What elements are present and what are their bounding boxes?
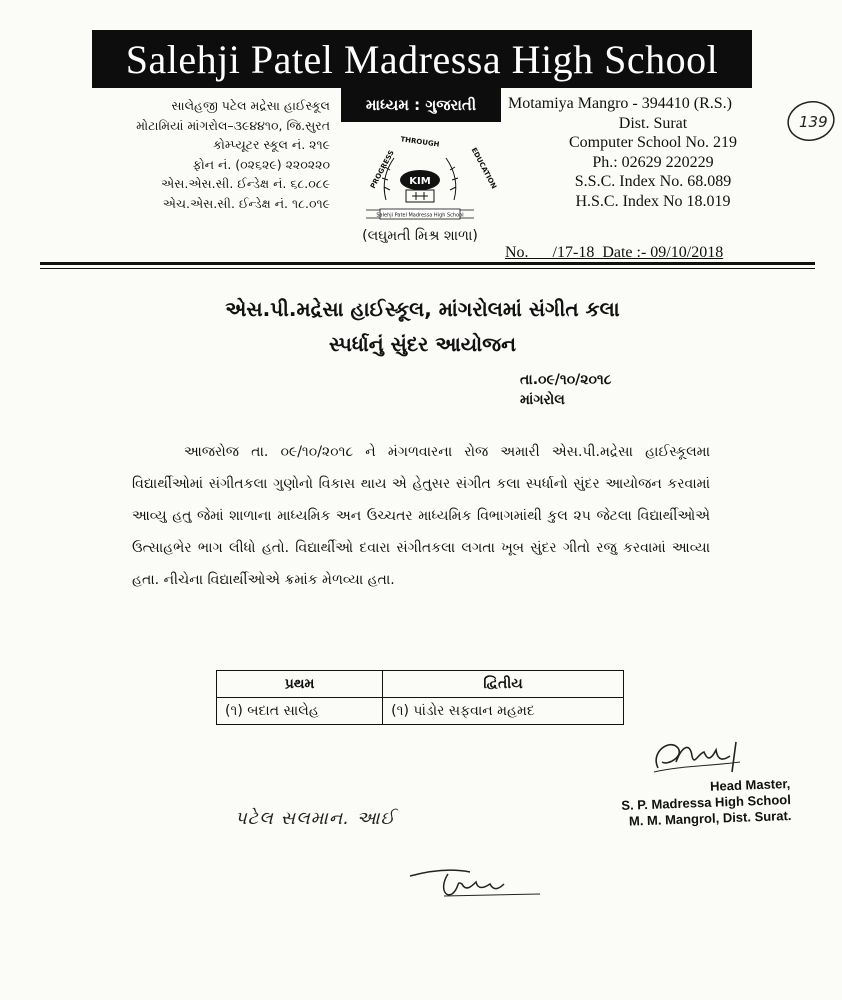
- initials-signature-icon: [400, 858, 550, 908]
- logo-ribbon-text: Salehji Patel Madressa High School: [376, 212, 464, 219]
- logo-arc-education: EDUCATION: [469, 146, 498, 191]
- headmaster-signoff: [560, 776, 792, 832]
- article-place: માંગરોલ: [520, 392, 565, 408]
- address-line: H.S.C. Index No 18.019: [575, 192, 731, 210]
- stamp-number: 139: [799, 113, 828, 131]
- address-line: S.S.C. Index No. 68.089: [574, 173, 732, 190]
- english-address-block: [508, 94, 798, 211]
- table-row: [217, 698, 624, 725]
- address-line: એચ.એસ.સી. ઈન્ડેક્ષ નં. ૧૮.૦૧૯: [162, 195, 330, 211]
- address-line: Ph.: 02629 220229: [592, 153, 714, 171]
- medium-badge: માધ્યમ : ગુજરાતી: [341, 88, 501, 122]
- article-dateline: [520, 370, 611, 410]
- address-line: સાલેહજી પટેલ મદ્રેસા હાઈસ્કૂલ: [171, 98, 330, 113]
- headmaster-signature-icon: [640, 732, 770, 782]
- signoff-place: M. M. Mangrol, Dist. Surat.: [628, 807, 792, 829]
- address-line: Dist. Surat: [618, 114, 688, 132]
- address-line: એસ.એસ.સી. ઈન્ડેક્ષ નં. ૬૮.૦૮૯: [161, 176, 330, 191]
- first-place-header: પ્રથમ: [217, 671, 383, 698]
- title-line-2: સ્પર્ધાનું સુંદર આયોજન: [329, 332, 516, 356]
- logo-center-text: KIM: [409, 176, 431, 187]
- gujarati-address-block: [60, 96, 330, 213]
- article-body: આજરોજ તા. ૦૯/૧૦/૨૦૧૮ ને મંગળવારના રોજ અમારી એસ.પી.મદ્રેસા હાઈસ્કૂલમા વિદ્યાર્થીઓમાં સંગીતકલા ગુણોનો વિકાસ થાય એ હેતુસર સંગીત કલા સ્પર્ધાનો સુંદર આયોજન કરવામાં આવ્યુ હતુ જેમાં શાળાના માધ્યમિક અન ઉચ્ચતર માધ્યમિક વિભાગમાંથી કુલ ૨૫ જેટલા વિદ્યાર્થીઓએ ઉત્સાહભેર ભાગ લીધો હતો. વિદ્યાર્થીઓ દવારા સંગીતકલા લગતા ખૂબ સુંદર ગીતો રજુ કરવામાં આવ્યા હતા. નીચેના વિદ્યાર્થીઓએ ક્રમાંક મેળવ્યા હતા.: [132, 444, 710, 588]
- handwritten-student-name: પટેલ સલમાન. આઈ: [235, 808, 396, 829]
- address-line: Computer School No. 219: [569, 134, 737, 151]
- signoff-title: Head Master,: [709, 776, 791, 794]
- address-line: મોટામિયાં માંગરોલ–૩૯૪૪૧૦, જિ.સુરત: [136, 117, 330, 133]
- article-title: [150, 292, 695, 362]
- article-date: તા.૦૯/૧૦/૨૦૧૮: [520, 372, 612, 388]
- reference-number-date: No. /17-18 Date :- 09/10/2018: [505, 244, 724, 261]
- first-place-winner: (૧) બદાત સાલેહ: [217, 698, 383, 725]
- school-logo-emblem: [350, 130, 498, 226]
- minority-school-label: (લઘુમતી મિશ્ર શાળા): [362, 228, 478, 244]
- second-place-header: દ્વિતીય: [383, 671, 624, 698]
- signoff-school: S. P. Madressa High School: [621, 791, 792, 813]
- address-line: Motamiya Mangro - 394410 (R.S.): [508, 95, 732, 112]
- address-line: ફોન નં. (૦૨૬૨૯) ૨૨૦૨૨૦: [192, 156, 330, 172]
- table-header-row: [217, 671, 624, 698]
- title-line-1: એસ.પી.મદ્રેસા હાઈસ્કૂલ, માંગરોલમાં સંગીત કલા: [225, 297, 620, 321]
- header-divider-thin: [40, 268, 815, 269]
- winners-table: [216, 670, 624, 725]
- header-divider-thick: [40, 262, 815, 265]
- logo-arc-progress: PROGRESS: [368, 149, 396, 190]
- address-line: કોમ્પ્યૂટર સ્કૂલ નં. ૨૧૯: [212, 137, 330, 152]
- inward-number-stamp: [785, 98, 837, 144]
- logo-arc-through: THROUGH: [399, 135, 440, 149]
- second-place-winner: (૧) પાંડોર સફવાન મહમદ: [383, 698, 624, 725]
- school-name-banner: Salehji Patel Madressa High School: [92, 30, 752, 88]
